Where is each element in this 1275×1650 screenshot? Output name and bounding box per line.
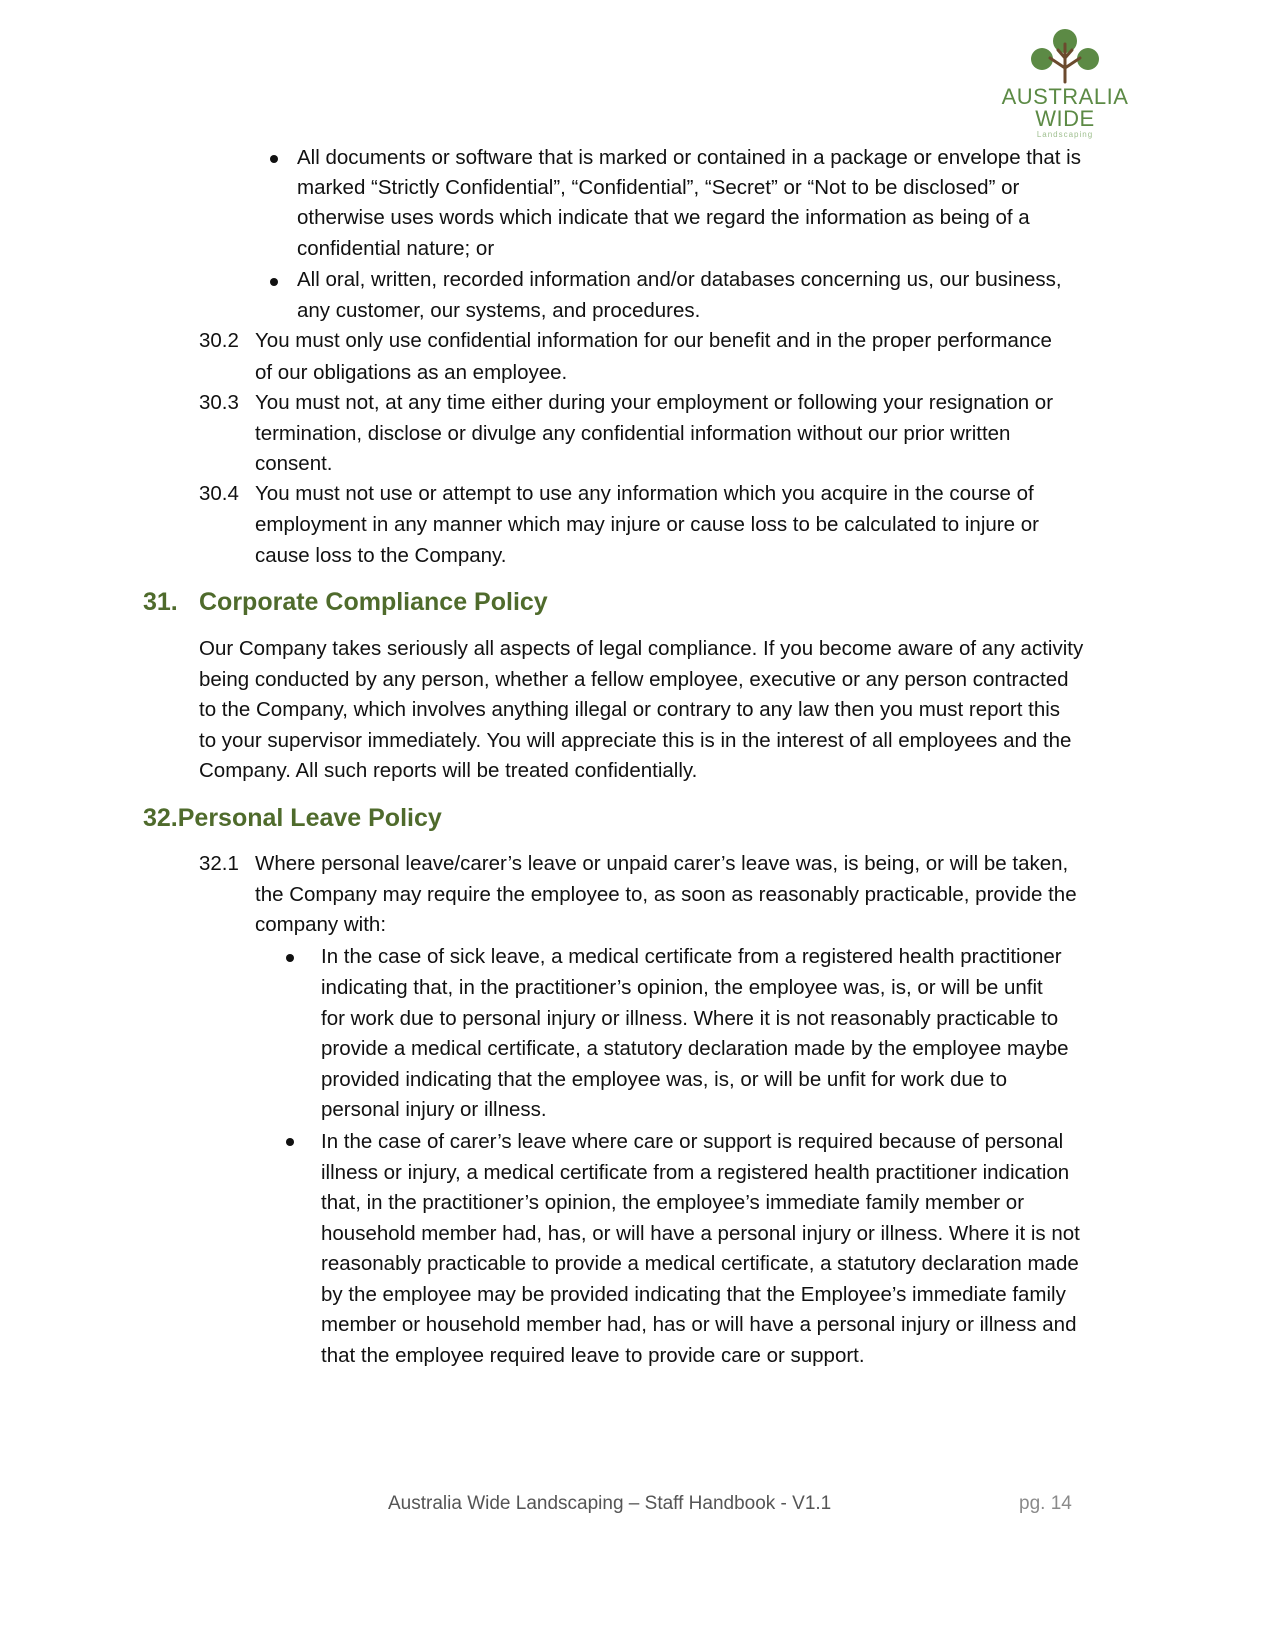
section-title: 32.Personal Leave Policy	[143, 804, 442, 832]
clause-number: 32.1	[199, 852, 239, 875]
paragraph-line: being conducted by any person, whether a fellow employee, executive or any person contracted	[199, 668, 1069, 691]
bullet-text-line: that the employee required leave to provide care or support.	[321, 1344, 865, 1367]
clause-text-line: employment in any manner which may injure or cause loss to be calculated to injure or	[255, 513, 1039, 536]
clause-text-line: You must not, at any time either during your employment or following your resignation or	[255, 391, 1054, 414]
clause-text-line: termination, disclose or divulge any confidential information without our prior written	[255, 422, 1011, 445]
tree-branch-right	[1065, 58, 1080, 68]
bullet-text-line: member or household member had, has or will have a personal injury or illness and	[321, 1313, 1077, 1336]
clause-text-line: company with:	[255, 913, 387, 936]
section-number: 31.	[143, 588, 178, 616]
paragraph-line: to your supervisor immediately. You will appreciate this is in the interest of all employees and the	[199, 729, 1072, 752]
clause-text-line: cause loss to the Company.	[255, 544, 507, 567]
clause-text-line: the Company may require the employee to, as soon as reasonably practicable, provide the	[255, 883, 1077, 906]
logo-text-line1: AUSTRALIA	[1001, 84, 1129, 109]
bullet-text-line: In the case of sick leave, a medical certificate from a registered health practitioner	[321, 945, 1062, 968]
bullet-icon	[286, 1138, 294, 1146]
bullet-text-line: by the employee may be provided indicating that the Employee’s immediate family	[321, 1283, 1066, 1306]
logo-text-line3: Landscaping	[1036, 130, 1094, 139]
bullet-text-line: All oral, written, recorded information and/or databases concerning us, our business,	[297, 268, 1062, 291]
clause-text-line: Where personal leave/carer’s leave or unpaid carer’s leave was, is being, or will be taken,	[255, 852, 1069, 875]
bullet-text-line: provided indicating that the employee was, is, or will be unfit for work due to	[321, 1068, 1007, 1091]
bullet-icon	[270, 278, 278, 286]
clause-text-line: consent.	[255, 452, 333, 475]
clause-number: 30.3	[199, 391, 239, 414]
bullet-icon	[270, 155, 278, 163]
footer-title: Australia Wide Landscaping – Staff Handbook - V1.1	[388, 1493, 832, 1514]
clause-text-line: You must not use or attempt to use any information which you acquire in the course of	[255, 482, 1034, 505]
clause-number: 30.2	[199, 329, 239, 352]
paragraph-line: Our Company takes seriously all aspects of legal compliance. If you become aware of any activity	[199, 637, 1084, 660]
bullet-text-line: household member had, has, or will have a personal injury or illness. Where it is not	[321, 1222, 1080, 1245]
bullet-text-line: otherwise uses words which indicate that we regard the information as being of a	[297, 206, 1030, 229]
bullet-text-line: reasonably practicable to provide a medical certificate, a statutory declaration made	[321, 1252, 1079, 1275]
bullet-text-line: provide a medical certificate, a statutory declaration made by the employee maybe	[321, 1037, 1069, 1060]
paragraph-line: to the Company, which involves anything illegal or contrary to any law then you must report this	[199, 698, 1061, 721]
footer-page-number: pg. 14	[1019, 1493, 1072, 1514]
clause-text-line: of our obligations as an employee.	[255, 361, 568, 384]
bullet-text-line: for work due to personal injury or illness. Where it is not reasonably practicable to	[321, 1007, 1059, 1030]
bullet-text-line: that, in the practitioner’s opinion, the employee’s immediate family member or	[321, 1191, 1025, 1214]
tree-logo-icon	[1030, 28, 1100, 86]
logo-text-line2: WIDE	[1035, 106, 1095, 131]
bullet-text-line: personal injury or illness.	[321, 1098, 547, 1121]
bullet-text-line: marked “Strictly Confidential”, “Confidential”, “Secret” or “Not to be disclosed” or	[297, 176, 1020, 199]
bullet-text-line: In the case of carer’s leave where care or support is required because of personal	[321, 1130, 1064, 1153]
paragraph-line: Company. All such reports will be treated confidentially.	[199, 759, 698, 782]
company-logo	[990, 28, 1140, 140]
clause-text-line: You must only use confidential information for our benefit and in the proper performance	[255, 329, 1052, 352]
tree-branch-left	[1050, 58, 1065, 68]
bullet-text-line: illness or injury, a medical certificate from a registered health practitioner indication	[321, 1161, 1070, 1184]
bullet-icon	[286, 954, 294, 962]
bullet-text-line: any customer, our systems, and procedures.	[297, 299, 701, 322]
bullet-text-line: confidential nature; or	[297, 237, 495, 260]
bullet-text-line: All documents or software that is marked or contained in a package or envelope that is	[297, 146, 1081, 169]
section-title: Corporate Compliance Policy	[199, 588, 548, 616]
clause-number: 30.4	[199, 482, 239, 505]
bullet-text-line: indicating that, in the practitioner’s opinion, the employee was, is, or will be unfit	[321, 976, 1043, 999]
